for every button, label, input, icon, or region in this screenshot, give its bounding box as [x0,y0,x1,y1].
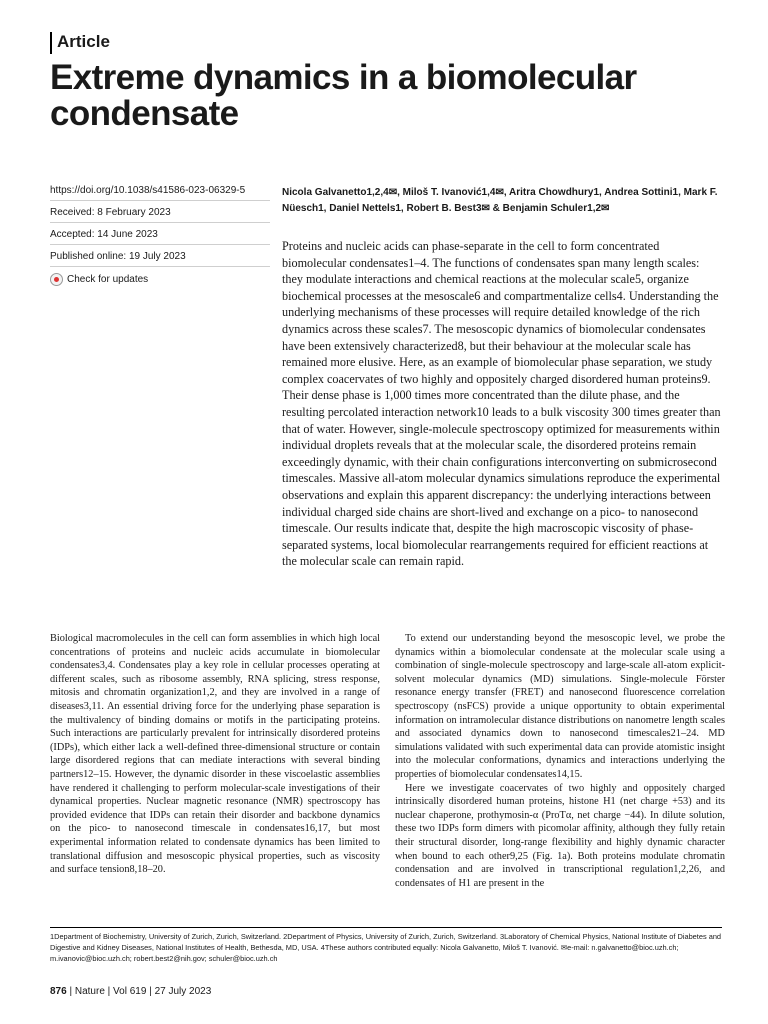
article-type-label: Article [57,32,110,51]
header-rule [50,32,52,54]
published-date: Published online: 19 July 2023 [50,249,270,267]
doi-link[interactable]: https://doi.org/10.1038/s41586-023-06329-5 [50,183,270,201]
received-date: Received: 8 February 2023 [50,205,270,223]
issue-date: 27 July 2023 [154,986,212,997]
page-footer: 876 | Nature | Vol 619 | 27 July 2023 [50,986,212,997]
body-paragraph: To extend our understanding beyond the mesoscopic level, we probe the dynamics within a biomolecular condensate at the molecular scale using a combination of single-molecule spectroscopy and large-scale all-atom explicit-solvent molecular dynamics (MD) simulations. Single-molecule Förster resonance energy transfer (FRET) and nanosecond fluorescence correlation spectroscopy (nsFCS) provide a unique opportunity to obtain experimental information on intramolecular distance distributions on nanometre length scales and associated dynamics down to nanosecond timescales21–24. MD simulations validated with such experimental data can provide atomistic insight into the molecular conformations, dynamics and interactions underlying the properties of biomolecular condensates14,15. [395,633,725,780]
check-updates-icon [50,273,63,286]
article-title: Extreme dynamics in a biomolecular condensate [50,58,637,133]
body-column-left: Biological macromolecules in the cell can form assemblies in which high local concentrations of proteins and nucleic acids accumulate in biomolecular condensates3,4. Condensates play a key role in cellular processes operating at different scales, such as ribosome assembly, RNA splicing, stress response, mitosis and chromatin organization1,2, and they are involved in a range of diseases3,11. An essential driving force for the underlying phase separation is the multivalency of binding domains or motifs in the participating proteins. Such interactions are particularly prevalent for intrinsically disordered proteins (IDPs), which either lack a well-defined three-dimensional structure or contain large disordered regions that can mediate interactions with several binding partners12–15. However, the dynamic disorder in these viscoelastic assemblies have rendered it challenging to perform molecular-scale investigations of their dynamical properties. Nuclear magnetic resonance (NMR) spectroscopy has provided evidence that IDPs can retain their disorder and backbone dynamics on the pico- to nanosecond timescale in condensates16,17, but most experimental information related to condensate dynamics has been limited to translational diffusion and mesoscopic physical properties, such as viscosity and surface tension8,18–20. [50,633,380,876]
check-updates-button[interactable] [50,271,270,290]
page-number: 876 [50,986,67,997]
author-list: Nicola Galvanetto1,2,4✉, Miloš T. Ivanović1,4✉, Aritra Chowdhury1, Andrea Sottini1, Mark F. Nüesch1, Daniel Nettels1, Robert B. Best3✉ & Benjamin Schuler1,2✉ [282,187,718,214]
check-updates-label: Check for updates [67,274,149,285]
journal-name: Nature [74,986,105,997]
abstract: Proteins and nucleic acids can phase-separate in the cell to form concentrated biomolecular condensates1–4. The functions of condensates span many length scales: they modulate interactions and chemical reactions at the molecular scale5, organize biochemical processes at the mesoscale6 and compartmentalize cells4. Understanding the underlying mechanisms of these processes will require detailed knowledge of the rich dynamics across these scales7. The mesoscopic dynamics of biomolecular condensates have been extensively characterized8, but their behaviour at the molecular scale has remained more elusive. Here, as an example of biomolecular phase separation, we study complex coacervates of two highly and oppositely charged disordered human proteins9. Their dense phase is 1,000 times more concentrated than the dilute phase, and the resulting percolated interaction network10 leads to a bulk viscosity 300 times greater than that of water. However, single-molecule spectroscopy optimized for measurements within individual droplets reveals that at the molecular scale, the disordered proteins remain exceedingly dynamic, with their chain configurations interconverting on submicrosecond timescales. Massive all-atom molecular dynamics simulations reproduce the experimental observations and explain this apparent discrepancy: the underlying interactions between individual charged side chains are short-lived and exchange on a pico- to nanosecond timescale. Our results indicate that, despite the high macroscopic viscosity of phase-separated systems, local biomolecular rearrangements required for efficient reactions at the molecular scale can remain rapid. [282,239,721,569]
article-meta [50,183,270,294]
affiliations-footnote: 1Department of Biochemistry, University of Zurich, Zurich, Switzerland. 2Department of Physics, University of Zurich, Zurich, Switzerland. 3Laboratory of Chemical Physics, National Institute of Diabetes and Digestive and Kidney Diseases, National Institutes of Health, Bethesda, MD, USA. 4These authors contributed equally: Nicola Galvanetto, Miloš T. Ivanović. ✉e-mail: n.galvanetto@bioc.uzh.ch; m.ivanovic@bioc.uzh.ch; robert.best2@nih.gov; schuler@bioc.uzh.ch [50,932,722,963]
body-column-right [395,632,725,890]
footnote-divider [50,927,722,928]
body-paragraph: Here we investigate coacervates of two highly and oppositely charged intrinsically disordered human proteins, histone H1 (net charge +53) and its nuclear chaperone, prothymosin-α (ProTα, net charge −44). In dilute solution, these two IDPs form dimers with picomolar affinity, although they fully retain their structural disorder, long-range flexibility and highly dynamic character when bound to each other9,25 (Fig. 1a). Both proteins modulate chromatin condensation and are involved in transcriptional regulation1,2,26, and condensates of H1 are present in the [395,782,725,889]
accepted-date: Accepted: 14 June 2023 [50,227,270,245]
journal-volume: Vol 619 [113,986,147,997]
